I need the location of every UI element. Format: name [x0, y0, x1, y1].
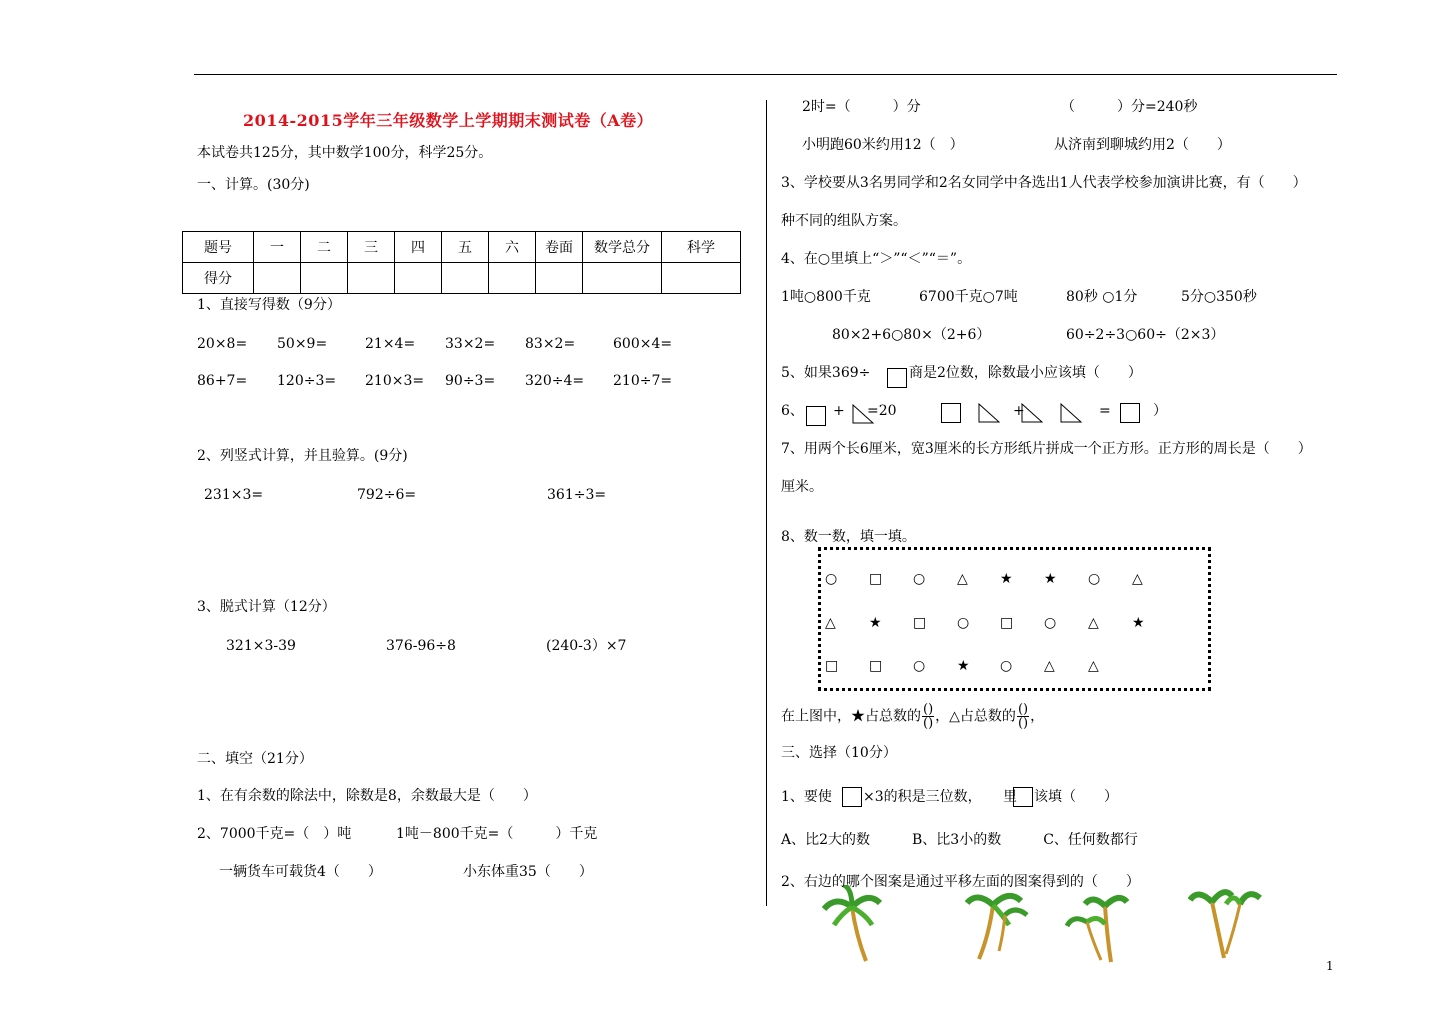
square-icon: [941, 403, 961, 423]
fill-r2a: 小明跑60米约用12（ ）: [802, 137, 964, 153]
choice-q1d: 该填（ ）: [1034, 789, 1118, 805]
triangle-icon: [978, 403, 1000, 423]
stepwise-calc-item: 321×3-39: [226, 638, 296, 654]
page-title: 2014-2015学年三年级数学上学期期末测试卷（A卷）: [243, 111, 654, 130]
score-header-cell: 二: [301, 232, 348, 263]
vertical-calc-item: 792÷6=: [357, 487, 417, 503]
q8-prefix: 在上图中，: [781, 708, 851, 725]
palm-tree-icon: [822, 885, 882, 965]
fraction-blank[interactable]: [1017, 703, 1029, 730]
fill-q5a: 5、如果369÷: [781, 365, 871, 381]
score-row-label: 得分: [183, 263, 254, 294]
square-blank-icon[interactable]: [1013, 787, 1033, 807]
fill-q1: 1、在有余数的除法中，除数是8，余数最大是（ ）: [197, 788, 537, 804]
fraction-denominator: (): [923, 716, 934, 731]
fraction-denominator: (): [1017, 716, 1029, 731]
compare-item: 80秒 ○1分: [1066, 289, 1138, 305]
close-paren: ）: [1153, 403, 1167, 419]
compare-item: 6700千克○7吨: [919, 289, 1018, 305]
vertical-calc-item: 231×3=: [204, 487, 264, 503]
choice-q1a: 1、要使: [781, 789, 832, 805]
score-header-cell: 卷面: [536, 232, 583, 263]
section1-heading: 一、计算。(30分): [197, 177, 310, 193]
section2-heading: 二、填空（21分）: [197, 751, 313, 767]
score-header-cell: 题号: [183, 232, 254, 263]
grid-shape: △: [1088, 615, 1099, 631]
fill-q2c: 一辆货车可载货4（ ）: [219, 864, 382, 880]
choice-q2: 2、右边的哪个图案是通过平移左面的图案得到的（ ）: [781, 874, 1140, 890]
grid-shape: ★: [957, 658, 970, 674]
fill-q4: 4、在○里填上“＞”“＜”“＝”。: [781, 251, 972, 267]
fraction-blank[interactable]: [922, 703, 934, 730]
score-cell[interactable]: [536, 263, 583, 294]
score-cell[interactable]: [348, 263, 395, 294]
q3-heading: 3、脱式计算（12分）: [197, 599, 336, 615]
grid-shape: ○: [913, 571, 926, 587]
score-header-cell: 四: [395, 232, 442, 263]
grid-shape: ○: [825, 571, 838, 587]
grid-shape: △: [1044, 658, 1055, 674]
score-header-cell: 五: [442, 232, 489, 263]
grid-shape: ★: [869, 615, 882, 631]
compare-item: 80×2+6○80×（2+6）: [832, 327, 991, 343]
calc-item: 120÷3=: [277, 373, 337, 389]
fill-q2d: 小东体重35（ ）: [463, 864, 593, 880]
score-cell[interactable]: [662, 263, 741, 294]
fill-r1a: 2时=（ ）分: [802, 99, 921, 115]
grid-shape: ★: [1044, 571, 1057, 587]
score-cell[interactable]: [489, 263, 536, 294]
column-divider: [766, 100, 767, 906]
compare-item: 1吨○800千克: [781, 289, 871, 305]
compare-item: 60÷2÷3○60÷（2×3）: [1066, 327, 1225, 343]
grid-shape: ★: [1132, 615, 1145, 631]
equals-twenty: =20: [867, 403, 897, 419]
grid-shape: ○: [1044, 615, 1057, 631]
grid-shape: □: [1000, 615, 1014, 631]
score-header-cell: 三: [348, 232, 395, 263]
fraction-numerator: (): [1017, 702, 1029, 717]
equals-sign: =: [1099, 403, 1111, 419]
calc-item: 83×2=: [525, 336, 576, 352]
score-cell[interactable]: [301, 263, 348, 294]
calc-item: 210×3=: [365, 373, 425, 389]
fraction-numerator: (): [923, 702, 934, 717]
vertical-calc-item: 361÷3=: [547, 487, 607, 503]
palm-tree-icon: [965, 885, 1030, 963]
grid-shape: △: [825, 615, 836, 631]
grid-shape: ○: [1000, 658, 1013, 674]
grid-shape: ★: [1000, 571, 1013, 587]
fill-q7a: 7、用两个长6厘米，宽3厘米的长方形纸片拼成一个正方形。正方形的周长是（ ）: [781, 441, 1312, 457]
calc-item: 33×2=: [445, 336, 496, 352]
calc-item: 320÷4=: [525, 373, 585, 389]
grid-shape: ○: [1088, 571, 1101, 587]
page-number: 1: [1326, 959, 1334, 973]
plus-sign: +: [833, 403, 845, 419]
fill-q2b: 1吨－800千克=（ ）千克: [396, 826, 598, 842]
plus-sign: +: [1013, 403, 1025, 419]
choice-options: A、比2大的数 B、比3小的数 C、任何数都行: [781, 832, 1138, 848]
palm-tree-icon: [1188, 882, 1263, 962]
score-header-cell: 六: [489, 232, 536, 263]
q2-heading: 2、列竖式计算，并且验算。(9分): [197, 448, 408, 464]
score-table: [182, 231, 741, 294]
calc-item: 86+7=: [197, 373, 248, 389]
choice-q1b: ×3的积是三位数，: [863, 789, 982, 805]
square-icon: [806, 406, 826, 426]
fill-q7b: 厘米。: [781, 479, 823, 495]
calc-item: 90÷3=: [445, 373, 496, 389]
q8-suffix: ，: [1030, 708, 1045, 725]
calc-item: 20×8=: [197, 336, 248, 352]
score-header-cell: 数学总分: [583, 232, 662, 263]
intro-text: 本试卷共125分，其中数学100分，科学25分。: [197, 145, 493, 161]
fill-q2a: 2、7000千克=（ ）吨: [197, 826, 352, 842]
score-header-cell: 一: [254, 232, 301, 263]
q1-heading: 1、直接写得数（9分）: [197, 297, 341, 313]
calc-item: 600×4=: [613, 336, 673, 352]
q8-star-label: ★占总数的: [851, 708, 921, 725]
compare-item: 5分○350秒: [1181, 289, 1257, 305]
grid-shape: ○: [957, 615, 970, 631]
stepwise-calc-item: 376-96÷8: [386, 638, 456, 654]
score-cell[interactable]: [254, 263, 301, 294]
fill-r2b: 从济南到聊城约用2（ ）: [1054, 137, 1231, 153]
fill-q3b: 种不同的组队方案。: [781, 213, 907, 229]
fill-r1b: （ ）分=240秒: [1061, 99, 1198, 115]
score-header-cell: 科学: [662, 232, 741, 263]
grid-shape: □: [913, 615, 927, 631]
grid-shape: □: [869, 571, 883, 587]
score-cell[interactable]: [442, 263, 489, 294]
grid-shape: □: [825, 658, 839, 674]
grid-shape: △: [1088, 658, 1099, 674]
grid-shape: □: [869, 658, 883, 674]
calc-item: 210÷7=: [613, 373, 673, 389]
calc-item: 50×9=: [277, 336, 328, 352]
score-cell[interactable]: [583, 263, 662, 294]
score-cell[interactable]: [395, 263, 442, 294]
square-blank-icon[interactable]: [887, 368, 907, 388]
q8-triangle-label: ，△占总数的: [935, 708, 1016, 725]
choice-q1c: 里: [1003, 789, 1017, 805]
section3-heading: 三、选择（10分）: [781, 745, 897, 761]
stepwise-calc-item: (240-3）×7: [546, 638, 627, 654]
fill-q6-num: 6、: [781, 403, 804, 419]
score-table-header-row: [183, 232, 741, 263]
grid-shape: △: [957, 571, 968, 587]
calc-item: 21×4=: [365, 336, 416, 352]
grid-shape: △: [1132, 571, 1143, 587]
fill-q8: 8、数一数，填一填。: [781, 529, 916, 545]
score-table-score-row: [183, 263, 741, 294]
triangle-icon: [1060, 403, 1082, 423]
top-rule: [194, 74, 1337, 75]
triangle-icon: [1021, 403, 1043, 423]
palm-tree-icon: [1065, 888, 1130, 966]
q8-answer-line: [781, 703, 1044, 730]
square-blank-icon[interactable]: [1120, 403, 1140, 423]
square-blank-icon[interactable]: [842, 787, 862, 807]
fill-q5b: 商是2位数，除数最小应该填（ ）: [909, 365, 1142, 381]
grid-shape: ○: [913, 658, 926, 674]
fill-q3a: 3、学校要从3名男同学和2名女同学中各选出1人代表学校参加演讲比赛，有（ ）: [781, 175, 1307, 191]
